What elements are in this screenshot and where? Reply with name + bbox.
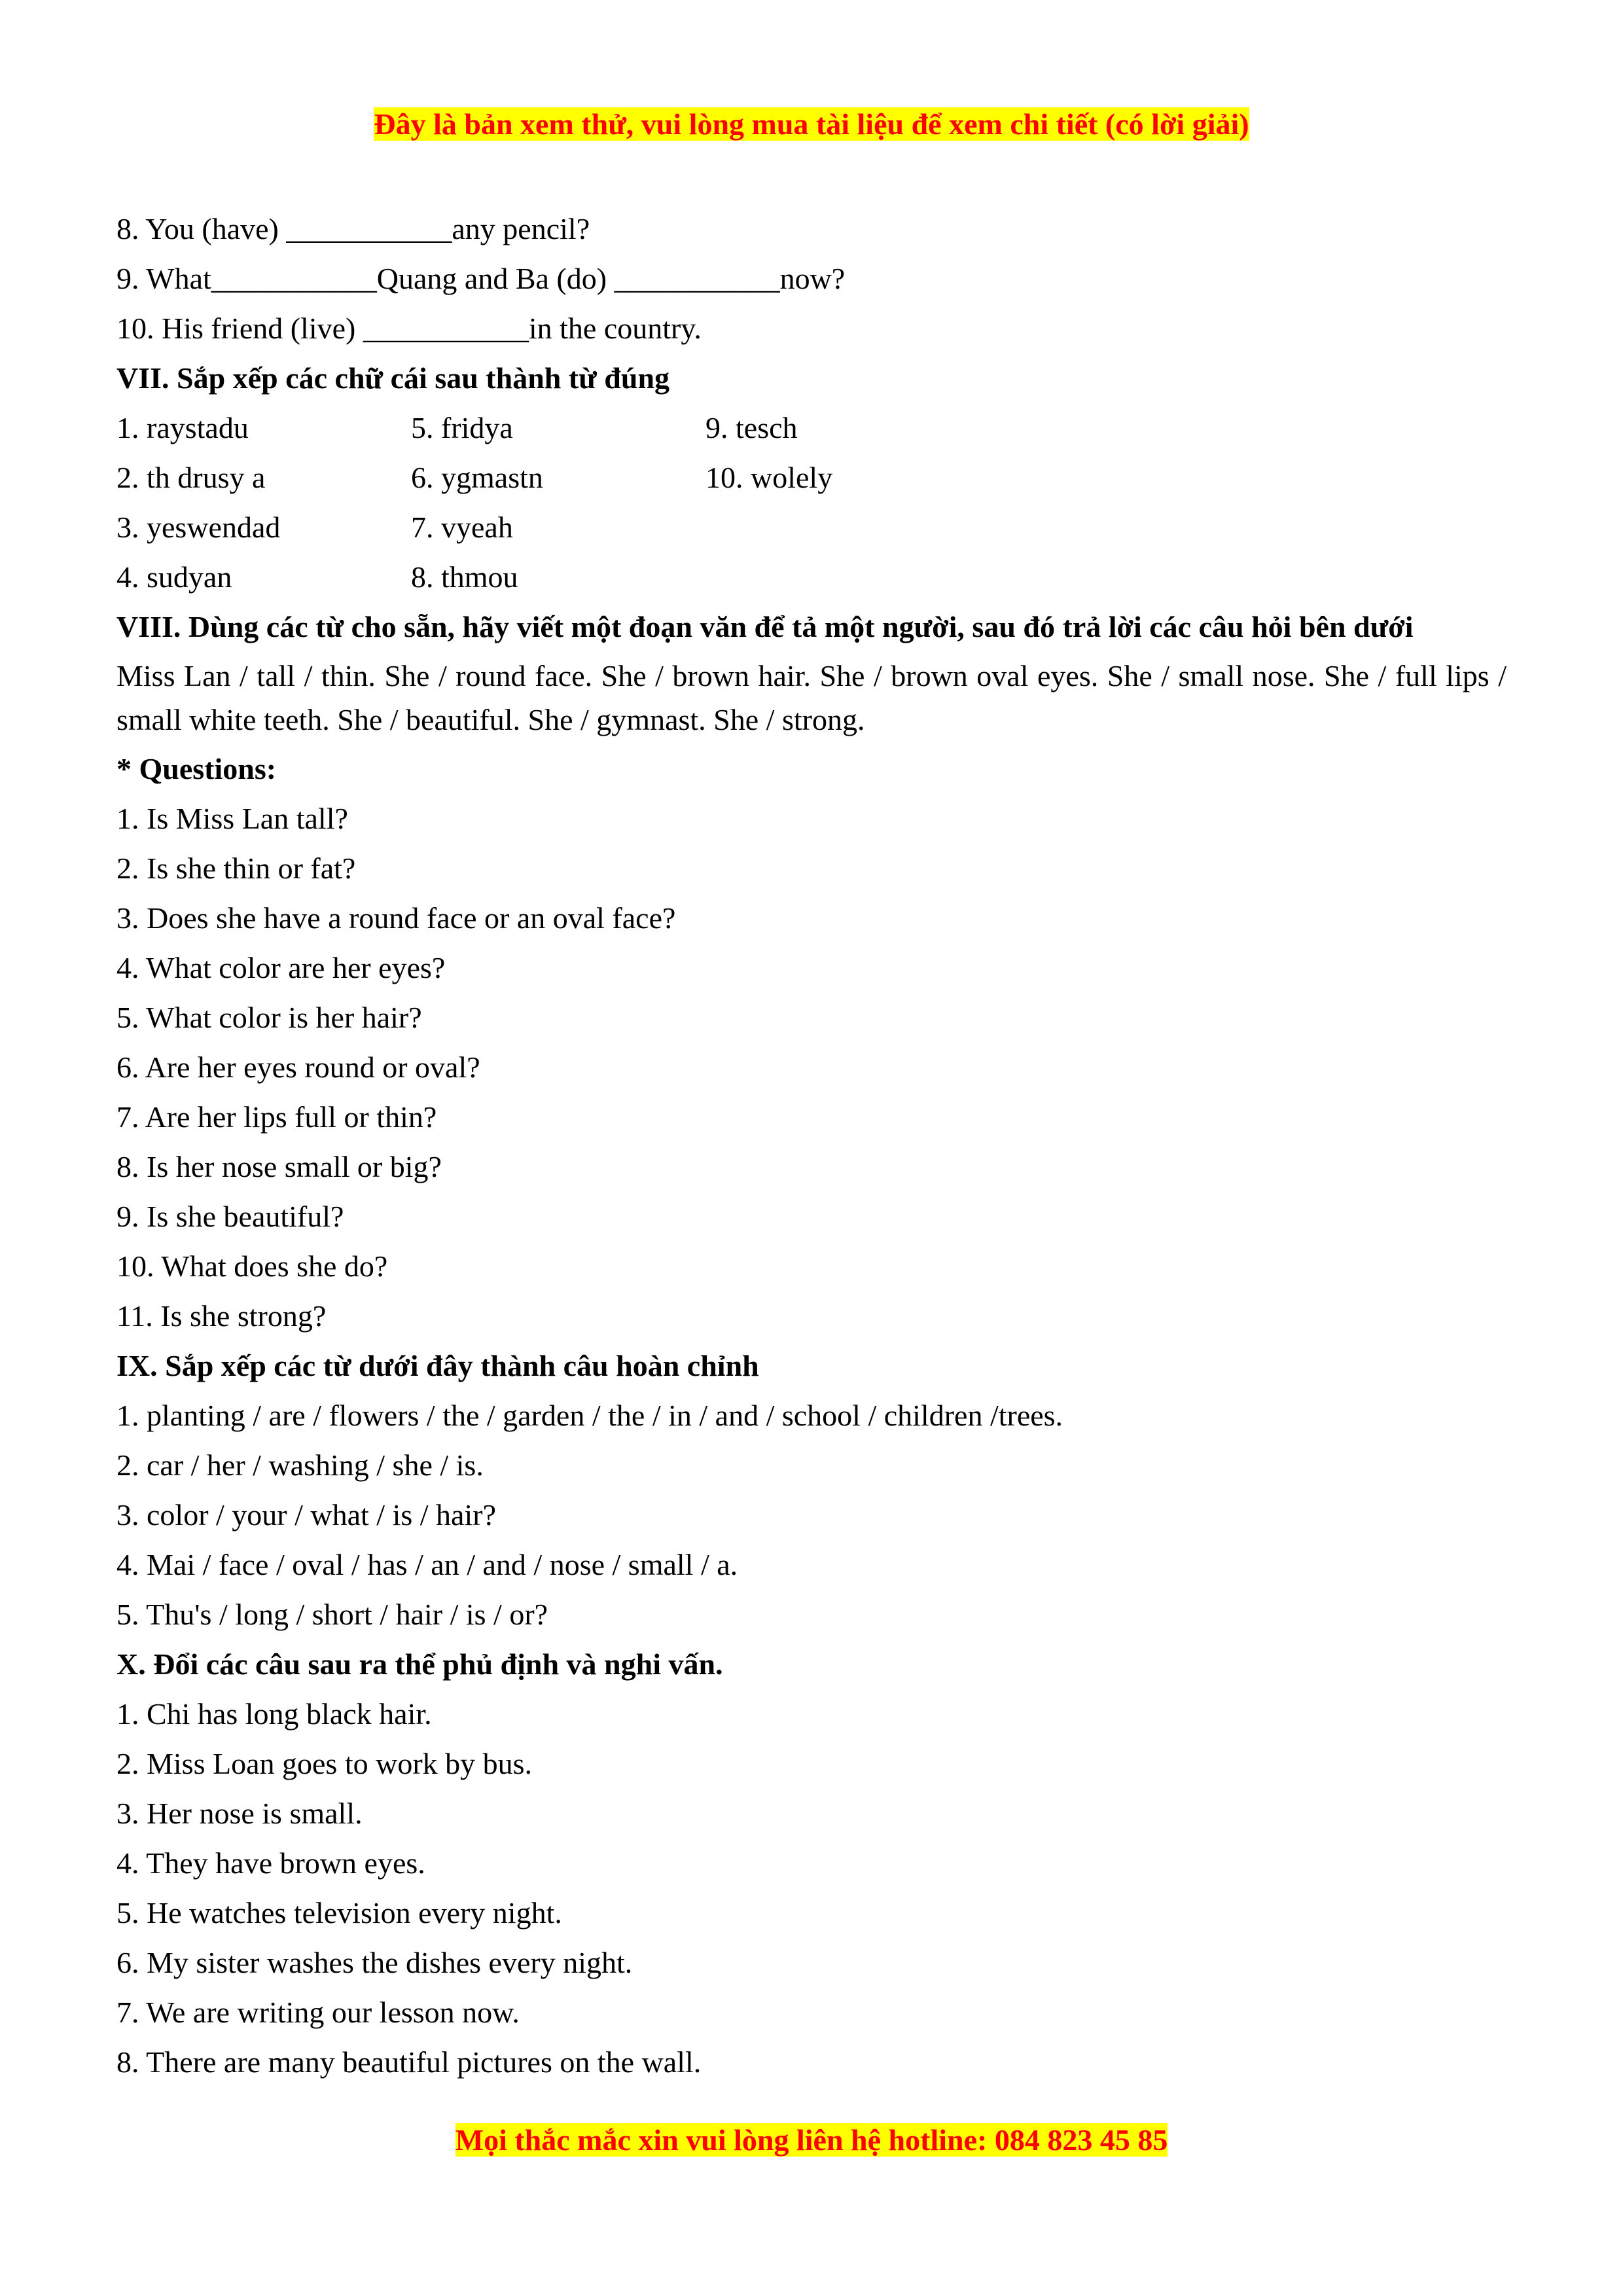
scrambled-word: 3. yeswendad <box>116 511 281 544</box>
question-item: 2. Is she thin or fat? <box>116 852 356 885</box>
sentence-item: 3. Her nose is small. <box>116 1797 363 1830</box>
question-item: 1. Is Miss Lan tall? <box>116 802 348 835</box>
question-item: 5. What color is her hair? <box>116 1001 422 1034</box>
hotline-text: Mọi thắc mắc xin vui lòng liên hệ hotline: 084 823 45 85 <box>455 2123 1168 2157</box>
section-viii-heading: VIII. Dùng các từ cho sẵn, hãy viết một đoạn văn để tả một người, sau đó trả lời các câu hỏi bên dưới <box>116 610 1414 643</box>
exercise-item: 8. You (have) ___________any pencil? <box>116 212 590 245</box>
preview-notice-text: Đây là bản xem thử, vui lòng mua tài liệu để xem chi tiết (có lời giải) <box>374 107 1249 141</box>
sentence-item: 2. car / her / washing / she / is. <box>116 1448 484 1482</box>
sentence-item: 1. planting / are / flowers / the / garden / the / in / and / school / children /trees. <box>116 1399 1063 1432</box>
sentence-item: 8. There are many beautiful pictures on the wall. <box>116 2045 702 2079</box>
sentence-item: 3. color / your / what / is / hair? <box>116 1498 496 1532</box>
word-row <box>116 503 1507 552</box>
word-row <box>116 403 1507 453</box>
question-item: 8. Is her nose small or big? <box>116 1150 442 1183</box>
sentence-item: 5. Thu's / long / short / hair / is / or? <box>116 1598 548 1631</box>
word-row <box>116 552 1507 602</box>
sentence-item: 1. Chi has long black hair. <box>116 1697 432 1731</box>
question-item: 4. What color are her eyes? <box>116 951 446 984</box>
scrambled-word: 4. sudyan <box>116 560 232 594</box>
scrambled-word: 6. ygmastn <box>411 461 543 494</box>
scrambled-word: 2. th drusy a <box>116 461 266 494</box>
sentence-item: 4. They have brown eyes. <box>116 1846 425 1880</box>
question-item: 6. Are her eyes round or oval? <box>116 1050 480 1084</box>
document-body <box>116 204 1507 2087</box>
sentence-item: 2. Miss Loan goes to work by bus. <box>116 1747 533 1780</box>
word-row <box>116 453 1507 503</box>
scrambled-word <box>705 503 1000 552</box>
scrambled-word <box>705 552 1000 602</box>
question-item: 9. Is she beautiful? <box>116 1200 344 1233</box>
scrambled-word: 7. vyeah <box>411 511 513 544</box>
sentence-item: 6. My sister washes the dishes every night. <box>116 1946 633 1979</box>
scrambled-word: 5. fridya <box>411 411 513 444</box>
section-viii-prompt: Miss Lan / tall / thin. She / round face. She / brown hair. She / brown oval eyes. She / small nose. She / full lips / small white teeth. She / beautiful. She / gymnast. She / strong. <box>116 659 1507 736</box>
section-ix-heading: IX. Sắp xếp các từ dưới đây thành câu hoàn chỉnh <box>116 1349 759 1382</box>
question-item: 3. Does she have a round face or an oval face? <box>116 901 676 935</box>
question-item: 7. Are her lips full or thin? <box>116 1100 437 1134</box>
preview-notice-banner <box>0 105 1623 144</box>
exercise-item: 10. His friend (live) ___________in the country. <box>116 312 702 345</box>
sentence-item: 7. We are writing our lesson now. <box>116 1996 520 2029</box>
hotline-banner <box>0 2121 1623 2160</box>
question-item: 11. Is she strong? <box>116 1299 327 1333</box>
scrambled-word: 1. raystadu <box>116 411 249 444</box>
section-x-heading: X. Đổi các câu sau ra thể phủ định và nghi vấn. <box>116 1647 723 1681</box>
sentence-item: 4. Mai / face / oval / has / an / and / nose / small / a. <box>116 1548 738 1581</box>
scrambled-word: 8. thmou <box>411 560 518 594</box>
sentence-item: 5. He watches television every night. <box>116 1896 562 1929</box>
exercise-item: 9. What___________Quang and Ba (do) ___________now? <box>116 262 846 295</box>
question-item: 10. What does she do? <box>116 1249 388 1283</box>
questions-heading: * Questions: <box>116 752 277 785</box>
section-vii-heading: VII. Sắp xếp các chữ cái sau thành từ đúng <box>116 361 670 395</box>
scrambled-word: 10. wolely <box>705 461 833 494</box>
scrambled-word: 9. tesch <box>705 411 798 444</box>
